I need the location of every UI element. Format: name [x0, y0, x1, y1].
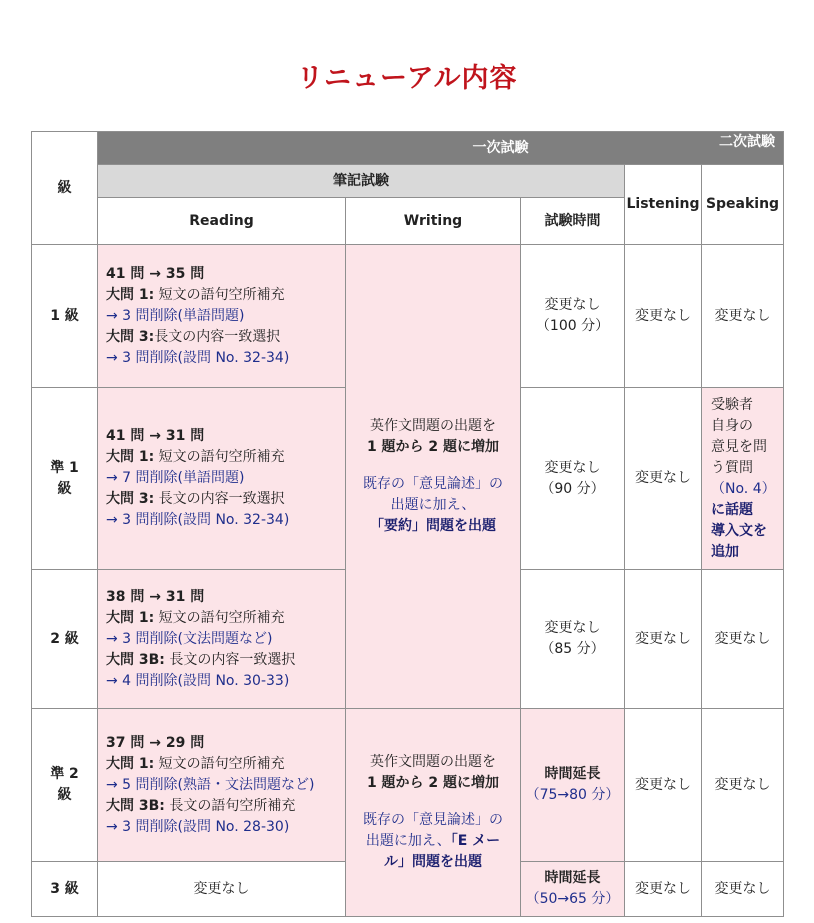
grade-2-time: [521, 570, 625, 709]
grade-1-label: 1 級: [32, 245, 98, 388]
grade-pre1-speaking: [702, 388, 784, 570]
time-status: 時間延長: [544, 870, 601, 886]
deletion-note: → 3 問削除(設問 No. 32-34): [106, 512, 290, 528]
speaking-line: 自身の: [711, 417, 753, 434]
second-exam-header: 二次試験: [719, 134, 776, 150]
section-label: 大問 1:: [106, 609, 155, 626]
grade-header: 級: [32, 132, 98, 245]
speaking-line: う質問: [711, 459, 753, 476]
grade-pre2-speaking: 変更なし: [702, 709, 784, 862]
deletion-note: → 3 問削除(設問 No. 32-34): [106, 349, 290, 366]
section-label: 大問 1:: [106, 755, 155, 772]
deletion-note: → 5 問削除(熟語・文法問題など): [106, 776, 315, 793]
grade-pre2-listening: 変更なし: [625, 709, 702, 862]
section-label: 大問 3:: [106, 491, 155, 507]
question-count: 41 問 → 35 問: [106, 265, 205, 282]
time-status: 変更なし: [544, 620, 601, 636]
section-desc: 短文の語句空所補充: [154, 449, 285, 465]
writing-emph: 「E メー: [450, 833, 501, 849]
grade-pre1-listening: 変更なし: [625, 388, 702, 570]
time-value: （100 分）: [535, 318, 610, 334]
grade-label-line: 準 2: [50, 766, 79, 782]
time-status: 変更なし: [544, 297, 601, 313]
writing-line: 既存の「意見論述」の: [363, 812, 503, 828]
writing-line: 出題に加え、: [390, 497, 476, 513]
speaking-line: 意見を問: [711, 438, 767, 455]
time-status: 時間延長: [544, 766, 601, 782]
section-desc: 長文の内容一致選択: [154, 328, 281, 345]
first-exam-header: 一次試験: [472, 139, 529, 156]
writing-change-lower: [346, 709, 521, 917]
grade-3-label: 3 級: [32, 862, 98, 917]
writing-emph: 1 題から 2 題: [366, 775, 458, 791]
grade-3-time: [521, 862, 625, 917]
section-desc: 短文の語句空所補充: [154, 286, 285, 303]
written-exam-header: 筆記試験: [98, 165, 625, 198]
section-desc: 長文の内容一致選択: [164, 651, 296, 668]
writing-emph: ル」問題を出題: [384, 854, 482, 870]
grade-label-line: 準 1: [50, 459, 79, 476]
deletion-note: → 7 問削除(単語問題): [106, 470, 245, 486]
speaking-emph: に話題: [711, 501, 753, 518]
writing-line: 既存の「意見論述」の: [363, 476, 503, 492]
table-row: [32, 709, 784, 862]
writing-line: に増加: [457, 775, 500, 791]
exam-header-row: [98, 132, 784, 165]
grade-pre1-time: [521, 388, 625, 570]
speaking-emph: 導入文を: [711, 522, 767, 539]
page-title: リニューアル内容: [296, 63, 518, 94]
section-label: 大問 1:: [106, 286, 155, 303]
section-label: 大問 3B:: [106, 651, 165, 668]
grade-1-speaking: 変更なし: [702, 245, 784, 388]
section-desc: 長文の内容一致選択: [154, 491, 285, 507]
grade-pre2-time: [521, 709, 625, 862]
grade-pre1-reading: [98, 388, 346, 570]
deletion-note: → 3 問削除(設問 No. 28-30): [106, 818, 290, 835]
question-count: 38 問 → 31 問: [106, 588, 205, 605]
grade-pre2-reading: [98, 709, 346, 862]
section-label: 大問 3B:: [106, 797, 165, 814]
grade-3-reading: 変更なし: [98, 862, 346, 917]
grade-1-listening: 変更なし: [625, 245, 702, 388]
writing-change-upper: [346, 245, 521, 709]
section-label: 大問 3:: [106, 328, 155, 345]
writing-header: Writing: [346, 198, 521, 245]
writing-line: 英作文問題の出題を: [370, 754, 496, 770]
time-value: （85 分）: [540, 641, 605, 657]
writing-line: 英作文問題の出題を: [370, 418, 496, 434]
deletion-note: → 3 問削除(単語問題): [106, 307, 245, 324]
grade-label-line: 級: [57, 787, 72, 803]
grade-1-time: [521, 245, 625, 388]
grade-pre2-label: [32, 709, 98, 862]
grade-2-label: 2 級: [32, 570, 98, 709]
time-status: 変更なし: [544, 459, 601, 476]
grade-2-speaking: 変更なし: [702, 570, 784, 709]
exam-time-header: 試験時間: [521, 198, 625, 245]
grade-pre1-label: [32, 388, 98, 570]
reading-header: Reading: [98, 198, 346, 245]
grade-1-reading: [98, 245, 346, 388]
table-row: [32, 245, 784, 388]
section-desc: 短文の語句空所補充: [154, 609, 285, 626]
speaking-header: Speaking: [702, 165, 784, 245]
grade-2-reading: [98, 570, 346, 709]
writing-emph: 「要約」問題を出題: [370, 518, 496, 534]
section-desc: 短文の語句空所補充: [154, 755, 285, 772]
time-value: （90 分）: [540, 480, 605, 497]
renewal-table: [31, 131, 784, 917]
deletion-note: → 3 問削除(文法問題など): [106, 630, 273, 647]
grade-3-listening: 変更なし: [625, 862, 702, 917]
question-count: 37 問 → 29 問: [106, 734, 205, 751]
writing-line: 出題に加え、: [365, 833, 451, 849]
listening-header: Listening: [625, 165, 702, 245]
grade-2-listening: 変更なし: [625, 570, 702, 709]
speaking-emph: 追加: [711, 543, 739, 560]
speaking-line: 受験者: [711, 396, 753, 413]
question-count: 41 問 → 31 問: [106, 428, 205, 444]
writing-line: に増加: [457, 439, 500, 455]
grade-3-speaking: 変更なし: [702, 862, 784, 917]
grade-label-line: 級: [57, 480, 72, 497]
section-label: 大問 1:: [106, 449, 155, 465]
deletion-note: → 4 問削除(設問 No. 30-33): [106, 672, 290, 689]
writing-emph: 1 題から 2 題: [366, 439, 458, 455]
section-desc: 長文の語句空所補充: [164, 797, 296, 814]
time-value: （75→80 分）: [525, 787, 620, 803]
speaking-line: （No. 4）: [711, 480, 776, 497]
time-value: （50→65 分）: [525, 891, 620, 907]
